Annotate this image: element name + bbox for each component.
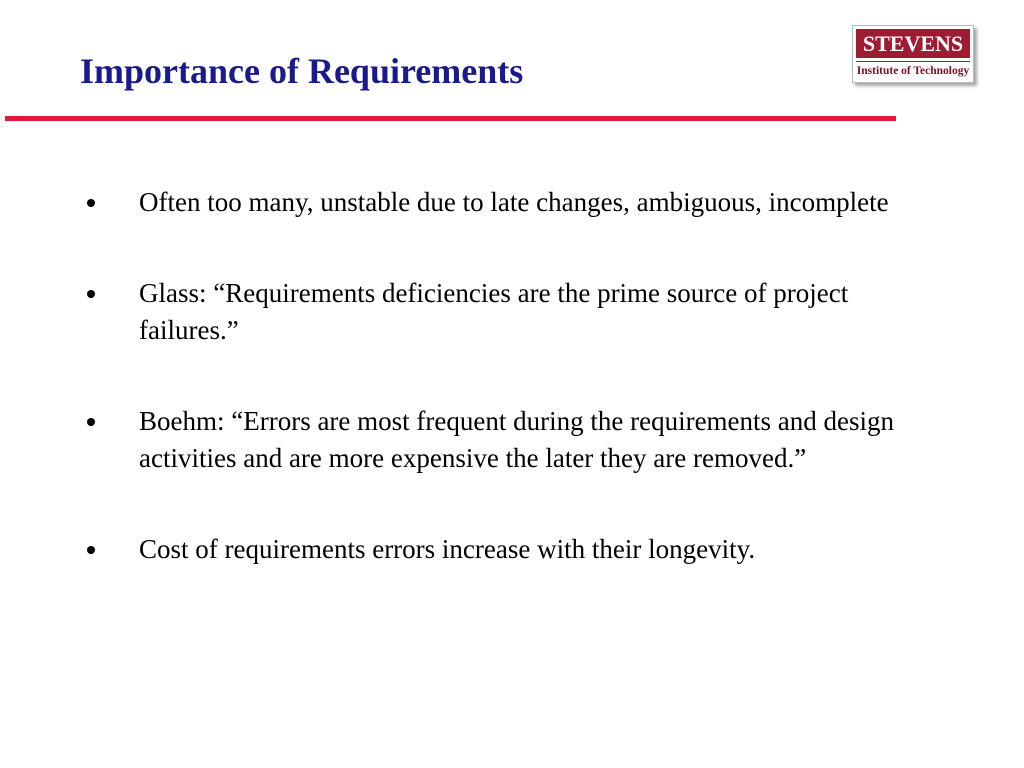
- logo-name: STEVENS: [856, 29, 970, 58]
- stevens-logo: [852, 25, 974, 83]
- bullet-text: Glass: “Requirements deficiencies are the prime source of project failures.”: [139, 278, 849, 345]
- bullet-text: Often too many, unstable due to late changes, ambiguous, incomplete: [139, 187, 889, 217]
- bullet-icon: [87, 199, 95, 207]
- bullet-item: [84, 531, 954, 568]
- bullet-item: [84, 275, 954, 349]
- title-divider: [5, 116, 896, 121]
- bullet-item: [84, 184, 954, 221]
- bullet-icon: [87, 418, 95, 426]
- bullet-icon: [87, 290, 95, 298]
- slide-title: Importance of Requirements: [80, 51, 524, 91]
- bullet-icon: [87, 546, 95, 554]
- bullet-item: [84, 403, 954, 477]
- bullet-text: Boehm: “Errors are most frequent during the requirements and design activities and are more expensive the later they are removed.”: [139, 406, 895, 473]
- logo-subtitle: Institute of Technology: [856, 61, 970, 80]
- bullet-list: [84, 184, 954, 622]
- bullet-text: Cost of requirements errors increase with their longevity.: [139, 534, 756, 564]
